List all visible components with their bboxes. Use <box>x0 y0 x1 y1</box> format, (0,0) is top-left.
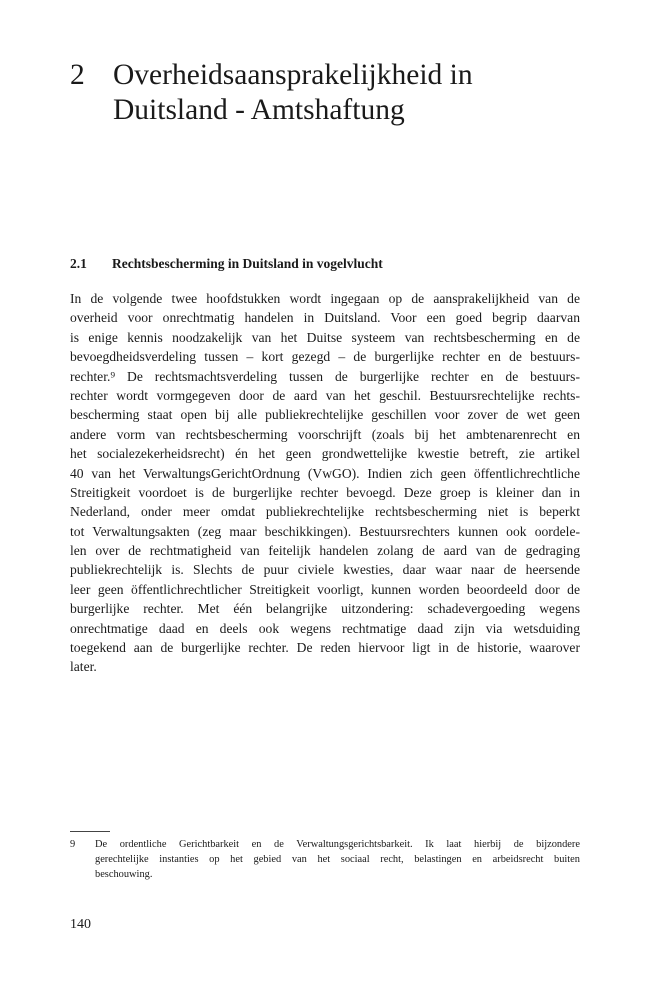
body-line: onrechtmatige daad en deels ook wegens rechtmatige daad zijn via wetsduiding <box>70 620 580 636</box>
body-line: publiekrechtelijk is. Slechts de puur civiele kwesties, daar waar naar de heersende <box>70 562 580 578</box>
footnote-line: De ordentliche Gerichtbarkeit en de Verwaltungsgerichtsbarkeit. Ik laat hierbij de bijzondere <box>95 839 580 850</box>
chapter-title-line: Duitsland - Amtshaftung <box>113 94 405 126</box>
body-line: Streitigkeit voordoet is de burgerlijke rechter bevoegd. Deze groep is kleiner dan in <box>70 484 580 500</box>
body-line: het socialezekerheidsrecht) én het geen grondwettelijke kwestie betreft, zie artikel <box>70 446 580 462</box>
body-line: tot Verwaltungsakten (zeg maar beschikkingen). Bestuursrechters kunnen ook oordele- <box>70 523 580 539</box>
body-line: leer geen öffentlichrechtlicher Streitigkeit voorligt, kunnen worden beoordeeld door de <box>70 581 580 597</box>
body-line: Nederland, onder meer omdat publiekrechtelijke rechtsbescherming niet is beperkt <box>70 504 580 520</box>
body-line: andere vorm van rechtsbescherming voorschrijft (zoals bij het ambtenarenrecht en <box>70 426 580 442</box>
footnote-number: 9 <box>70 839 76 850</box>
body-line: bevoegdheidsverdeling tussen – kort gezegd – de burgerlijke rechter en de bestuurs- <box>70 349 580 365</box>
section-title: Rechtsbescherming in Duitsland in vogelvlucht <box>112 256 383 271</box>
footnote-line: gerechtelijke instanties op het gebied van het sociaal recht, belastingen en arbeidsrecht buiten <box>95 854 580 865</box>
body-line: 40 van het VerwaltungsGerichtOrdnung (VwGO). Indien zich geen öffentlichrechtliche <box>70 465 580 481</box>
section-number: 2.1 <box>70 256 87 271</box>
chapter-number: 2 <box>70 59 85 91</box>
body-line: In de volgende twee hoofdstukken wordt ingegaan op de aansprakelijkheid van de <box>70 291 580 306</box>
body-line: later. <box>70 659 97 675</box>
footnote-divider <box>70 831 110 832</box>
body-line: rechter.⁹ De rechtsmachtsverdeling tussen de burgerlijke rechter en de bestuurs- <box>70 368 580 384</box>
body-line: burgerlijke rechter. Met één belangrijke uitzondering: schadevergoeding wegens <box>70 601 580 617</box>
chapter-title-line: Overheidsaansprakelijkheid in <box>113 59 473 91</box>
body-line: rechter wordt vormgegeven door de aard van het geschil. Bestuursrechtelijke rechts- <box>70 387 580 403</box>
body-line: is enige kennis noodzakelijk van het Duitse systeem van rechtsbescherming en de <box>70 329 580 345</box>
page-number: 140 <box>70 917 91 932</box>
body-line: len over de rechtmatigheid van feitelijk handelen zolang de aard van de gedraging <box>70 543 580 559</box>
body-line: bescherming staat open bij alle publiekrechtelijke geschillen voor zover de wet geen <box>70 407 580 423</box>
body-line: overheid voor onrechtmatig handelen in Duitsland. Voor een goed begrip daarvan <box>70 310 580 326</box>
body-text <box>70 289 580 677</box>
body-line: toegekend aan de burgerlijke rechter. De reden hiervoor ligt in de historie, waarover <box>70 640 580 656</box>
footnote-line: beschouwing. <box>95 869 153 880</box>
footnote-text <box>95 837 580 882</box>
chapter-title <box>113 58 610 128</box>
